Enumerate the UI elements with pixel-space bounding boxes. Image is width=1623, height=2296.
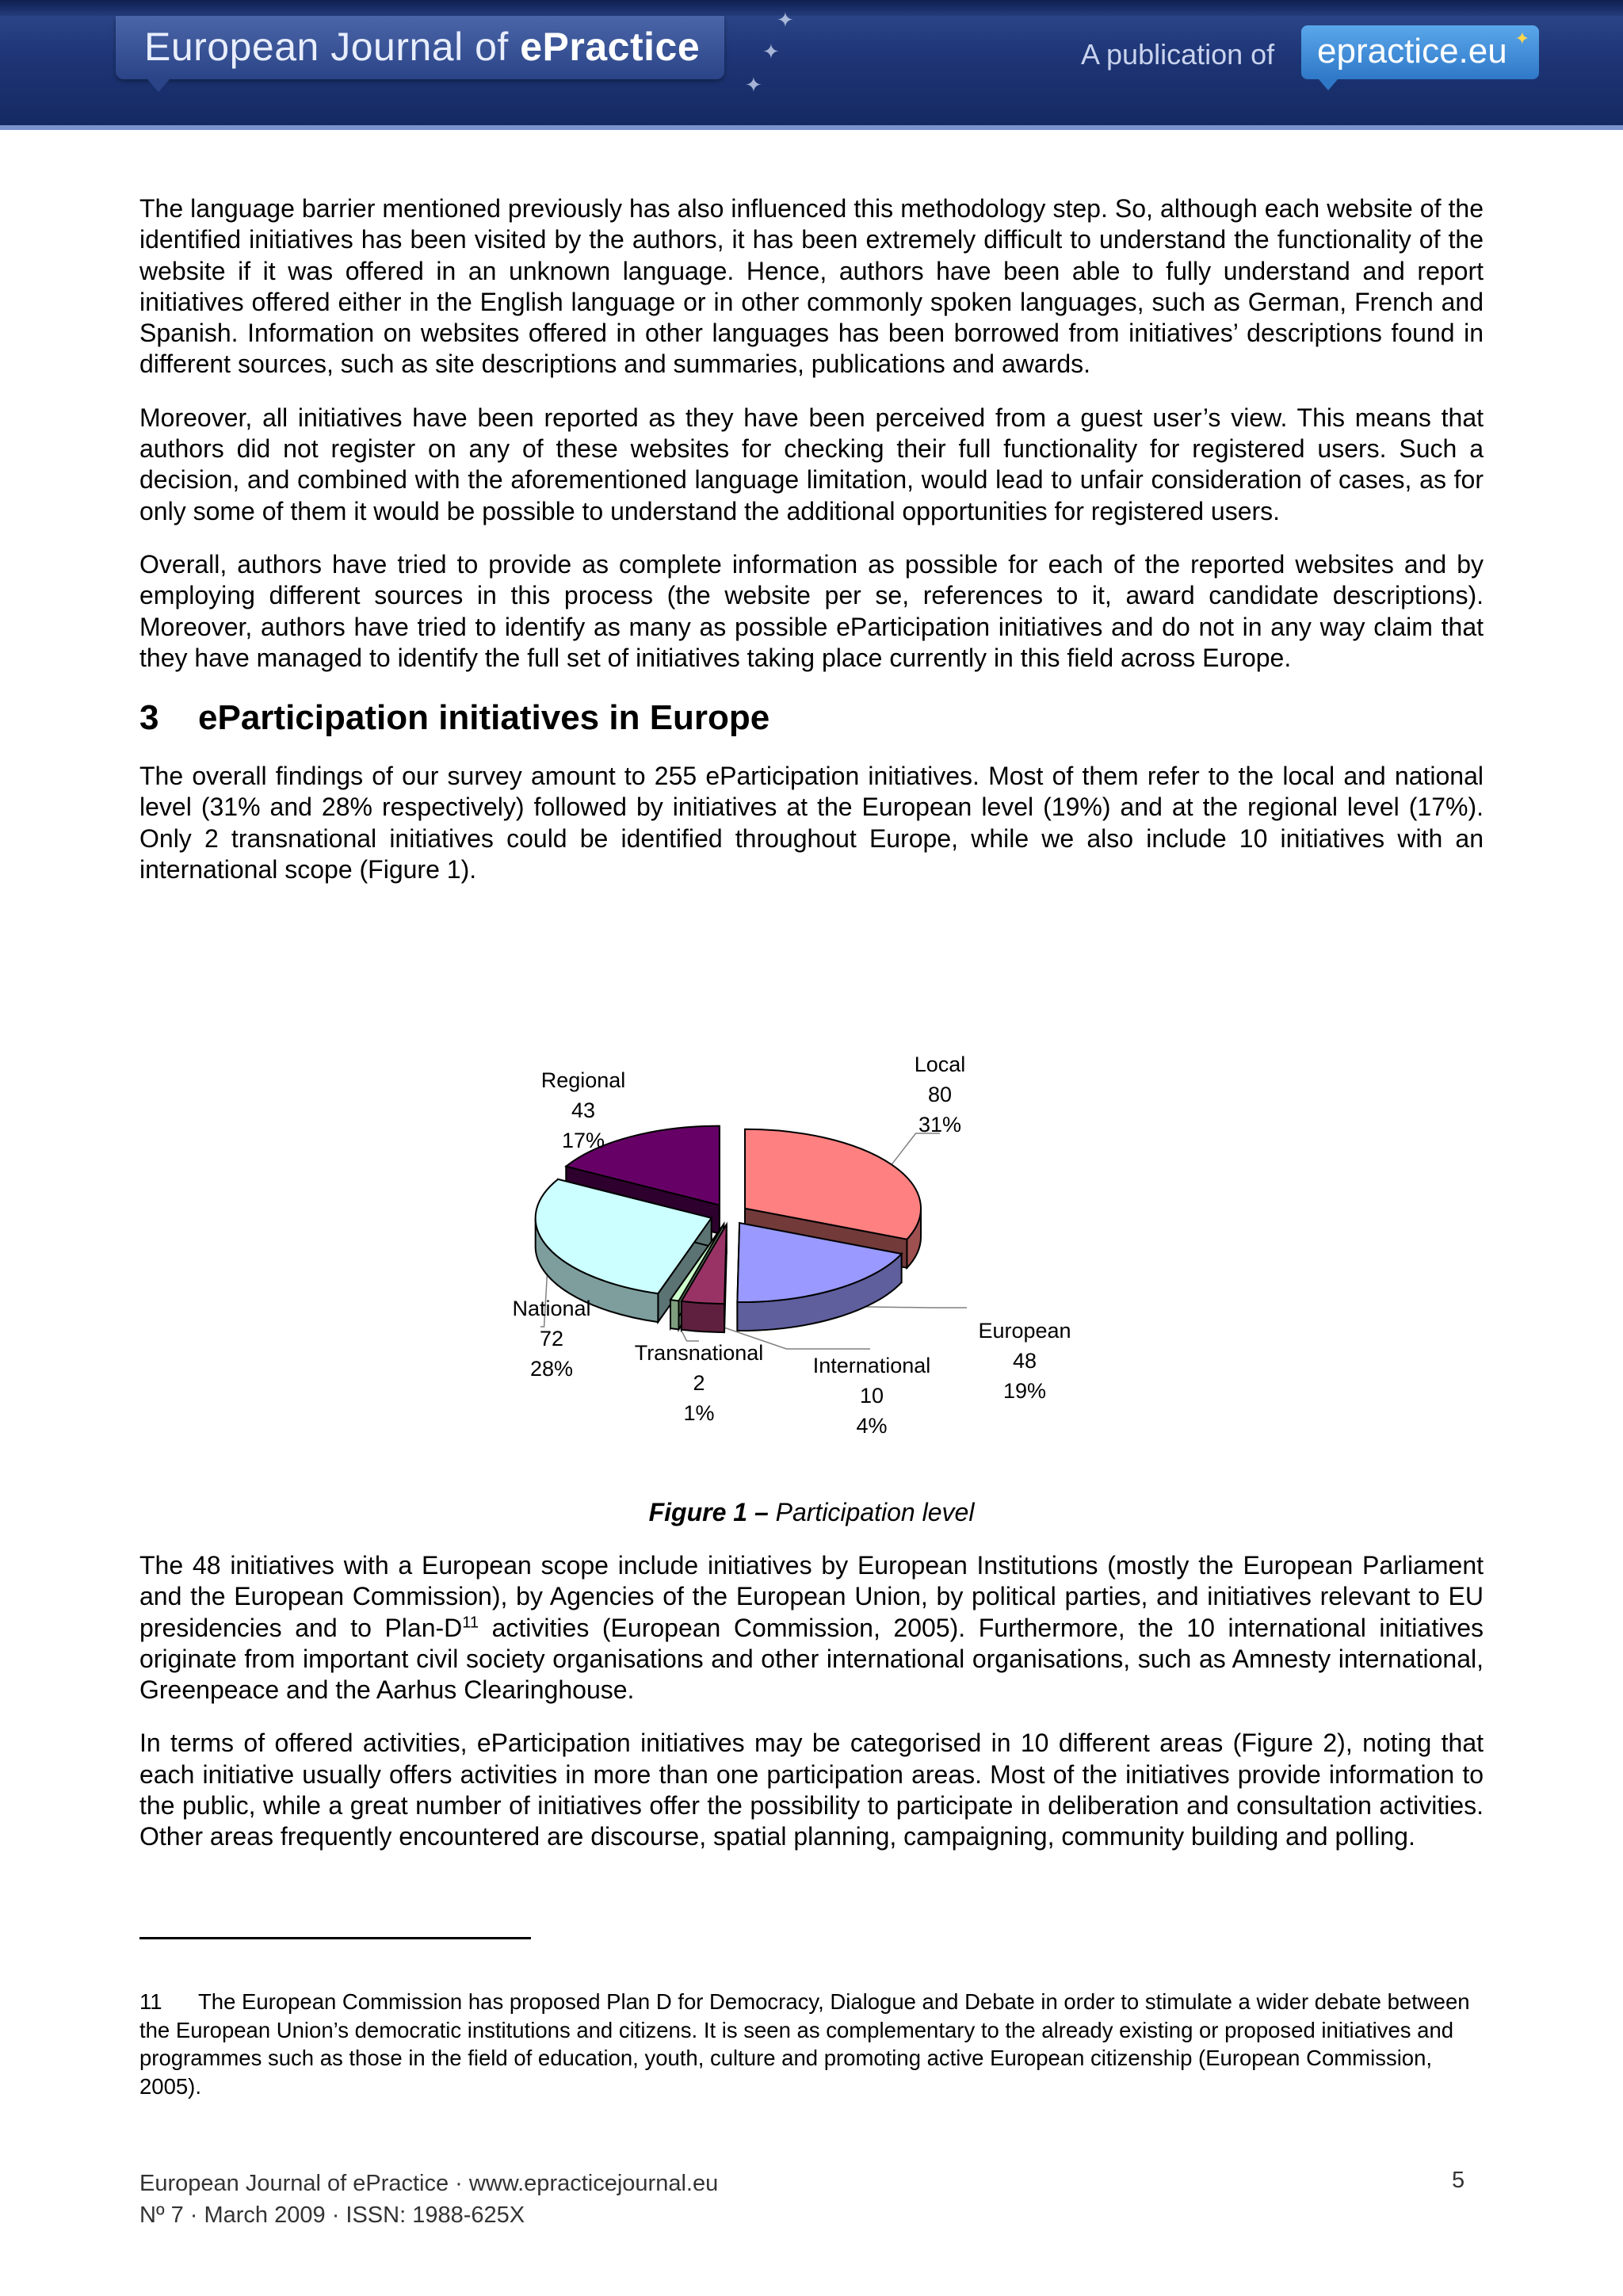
tab-pointer-icon	[147, 79, 170, 92]
footnote-reference[interactable]: 11	[462, 1613, 479, 1631]
pie-label-local-value: 80	[927, 1083, 953, 1106]
footnote	[139, 1988, 1487, 2100]
footer-journal-line: European Journal of ePractice · www.epracticejournal.eu	[139, 2171, 719, 2196]
journal-banner	[0, 0, 1623, 130]
paragraph-overall-findings: The overall findings of our survey amount to 255 eParticipation initiatives. Most of them refer to the local and national level (31% and 28% respectively) followed by initiatives at the European level (19%) and at the regional level (17%). Only 2 transnational initiatives could be identified throughout Europe, while we also include 10 initiatives with an international scope (Figure 1).	[139, 762, 1484, 884]
journal-title: European Journal of ePractice	[144, 25, 701, 69]
section-heading	[139, 696, 1484, 740]
pie-label-transnational-value: 2	[693, 1371, 705, 1395]
footnote-number: 11	[139, 1989, 162, 2014]
paragraph-overall: Overall, authors have tried to provide as complete information as possible for each of the reported websites and by employing different sources in this process (the website per se, references to it, award candidate descriptions). Moreover, authors have tried to identify as many as possible eParticipation initiatives and do not in any way claim that they have managed to identify the full set of initiatives taking place currently in this field across Europe.	[139, 549, 1484, 672]
paragraph-guest-user: Moreover, all initiatives have been reported as they have been perceived from a guest user’s view. This means that authors did not register on any of these websites for checking their full functionality for registered users. Such a decision, and combined with the aforementioned language limitation, would lead to unfair consideration of cases, as for only some of them it would be possible to understand the additional opportunities for registered users.	[139, 403, 1484, 525]
pie-label-national-name: National	[512, 1297, 591, 1320]
figure-caption-text: Participation level	[775, 1498, 975, 1526]
participation-pie-chart	[491, 1032, 1071, 1492]
pie-label-transnational-name: Transnational	[634, 1341, 764, 1365]
banner-top-strip	[0, 0, 1623, 16]
figure-caption-label: Figure 1	[648, 1498, 748, 1526]
pie-label-national-percent: 28%	[529, 1357, 574, 1381]
paragraph-language-barrier: The language barrier mentioned previously has also influenced this methodology step. So, although each website of the identified initiatives has been visited by the authors, it has been extremely difficult to understand the functionality of the website if it was offered in an unknown language. Hence, authors have been able to fully understand and report initiatives offered either in the English language or in other commonly spoken languages, such as German, French and Spanish. Information on websites offered in other languages has been borrowed from initiatives’ descriptions found in different sources, such as site descriptions and summaries, publications and awards.	[139, 194, 1484, 379]
pie-label-regional	[541, 1065, 626, 1156]
journal-title-tab	[116, 16, 724, 79]
epractice-logo[interactable]	[1301, 25, 1539, 79]
pie-label-european-percent: 19%	[1002, 1379, 1047, 1403]
pie-label-regional-name: Regional	[540, 1068, 626, 1092]
footer-issue-line: Nº 7 · March 2009 · ISSN: 1988-625X	[139, 2202, 525, 2228]
paragraph-european-scope: The 48 initiatives with a European scope include initiatives by European Institutions (mostly the European Parliament and the European Commission), by Agencies of the European Union, by political parties, and initiatives relevant to EU presidencies and to Plan-$D^{11}$ activities (European Commission, 2005). Furthermore, the 10 international initiatives originate from important civil society organisations and other international organisations, such as Amnesty international, Greenpeace and the Aarhus Clearinghouse.	[139, 1551, 1484, 1705]
pie-label-transnational	[635, 1338, 764, 1428]
footnote-text: The European Commission has proposed Plan D for Democracy, Dialogue and Debate in order to stimulate a wider debate between the European Union’s democratic institutions and citizens. It is seen as complementary to the already existing or proposed initiatives and programmes such as those in the field of education, youth, culture and promoting active European citizenship (European Commission, 2005).	[139, 1989, 1470, 2099]
pie-label-transnational-percent: 1%	[683, 1401, 715, 1425]
epractice-logo-text: epractice.eu	[1317, 32, 1507, 71]
pie-label-international-percent: 4%	[856, 1414, 888, 1438]
pie-label-national-value: 72	[539, 1327, 564, 1350]
section-number: 3	[139, 698, 159, 738]
page-number: 5	[1452, 2168, 1465, 2193]
publication-of-text: A publication of	[1081, 38, 1275, 71]
pie-label-international-name: International	[812, 1354, 931, 1377]
pie-label-european	[978, 1316, 1071, 1406]
star-icon: ✦	[1514, 29, 1529, 48]
pie-label-international-value: 10	[859, 1384, 884, 1408]
footnote-divider	[139, 1937, 531, 1939]
pie-rim-transnational-0	[670, 1300, 679, 1329]
pie-rim-international-0	[682, 1301, 724, 1332]
section-title: eParticipation initiatives in Europe	[198, 698, 770, 738]
stars-icon: ✦ ✦ ✦	[745, 8, 794, 97]
page-footer	[139, 2168, 718, 2231]
pie-label-european-name: European	[978, 1319, 1071, 1343]
pie-label-local	[915, 1049, 966, 1140]
pie-label-regional-percent: 17%	[561, 1129, 605, 1152]
article-body-top	[139, 193, 1484, 907]
pie-label-european-value: 48	[1012, 1349, 1037, 1373]
figure-caption	[0, 1498, 1623, 1527]
pie-label-local-percent: 31%	[918, 1113, 962, 1137]
article-body-bottom	[139, 1550, 1484, 1875]
pie-label-local-name: Local	[914, 1052, 966, 1076]
figure-caption-dash: –	[747, 1498, 776, 1526]
paragraph-offered-activities: In terms of offered activities, eParticipation initiatives may be categorised in 10 different areas (Figure 2), noting that each initiative usually offers activities in more than one participation areas. Most of the initiatives provide information to the public, while a great number of initiatives offer the possibility to participate in deliberation and consultation activities. Other areas frequently encountered are discourse, spatial planning, campaigning, community building and polling.	[139, 1729, 1484, 1851]
pie-label-national	[512, 1293, 590, 1384]
pie-label-regional-value: 43	[571, 1098, 596, 1122]
pie-label-international	[813, 1350, 931, 1441]
logo-pointer-icon	[1319, 79, 1338, 90]
